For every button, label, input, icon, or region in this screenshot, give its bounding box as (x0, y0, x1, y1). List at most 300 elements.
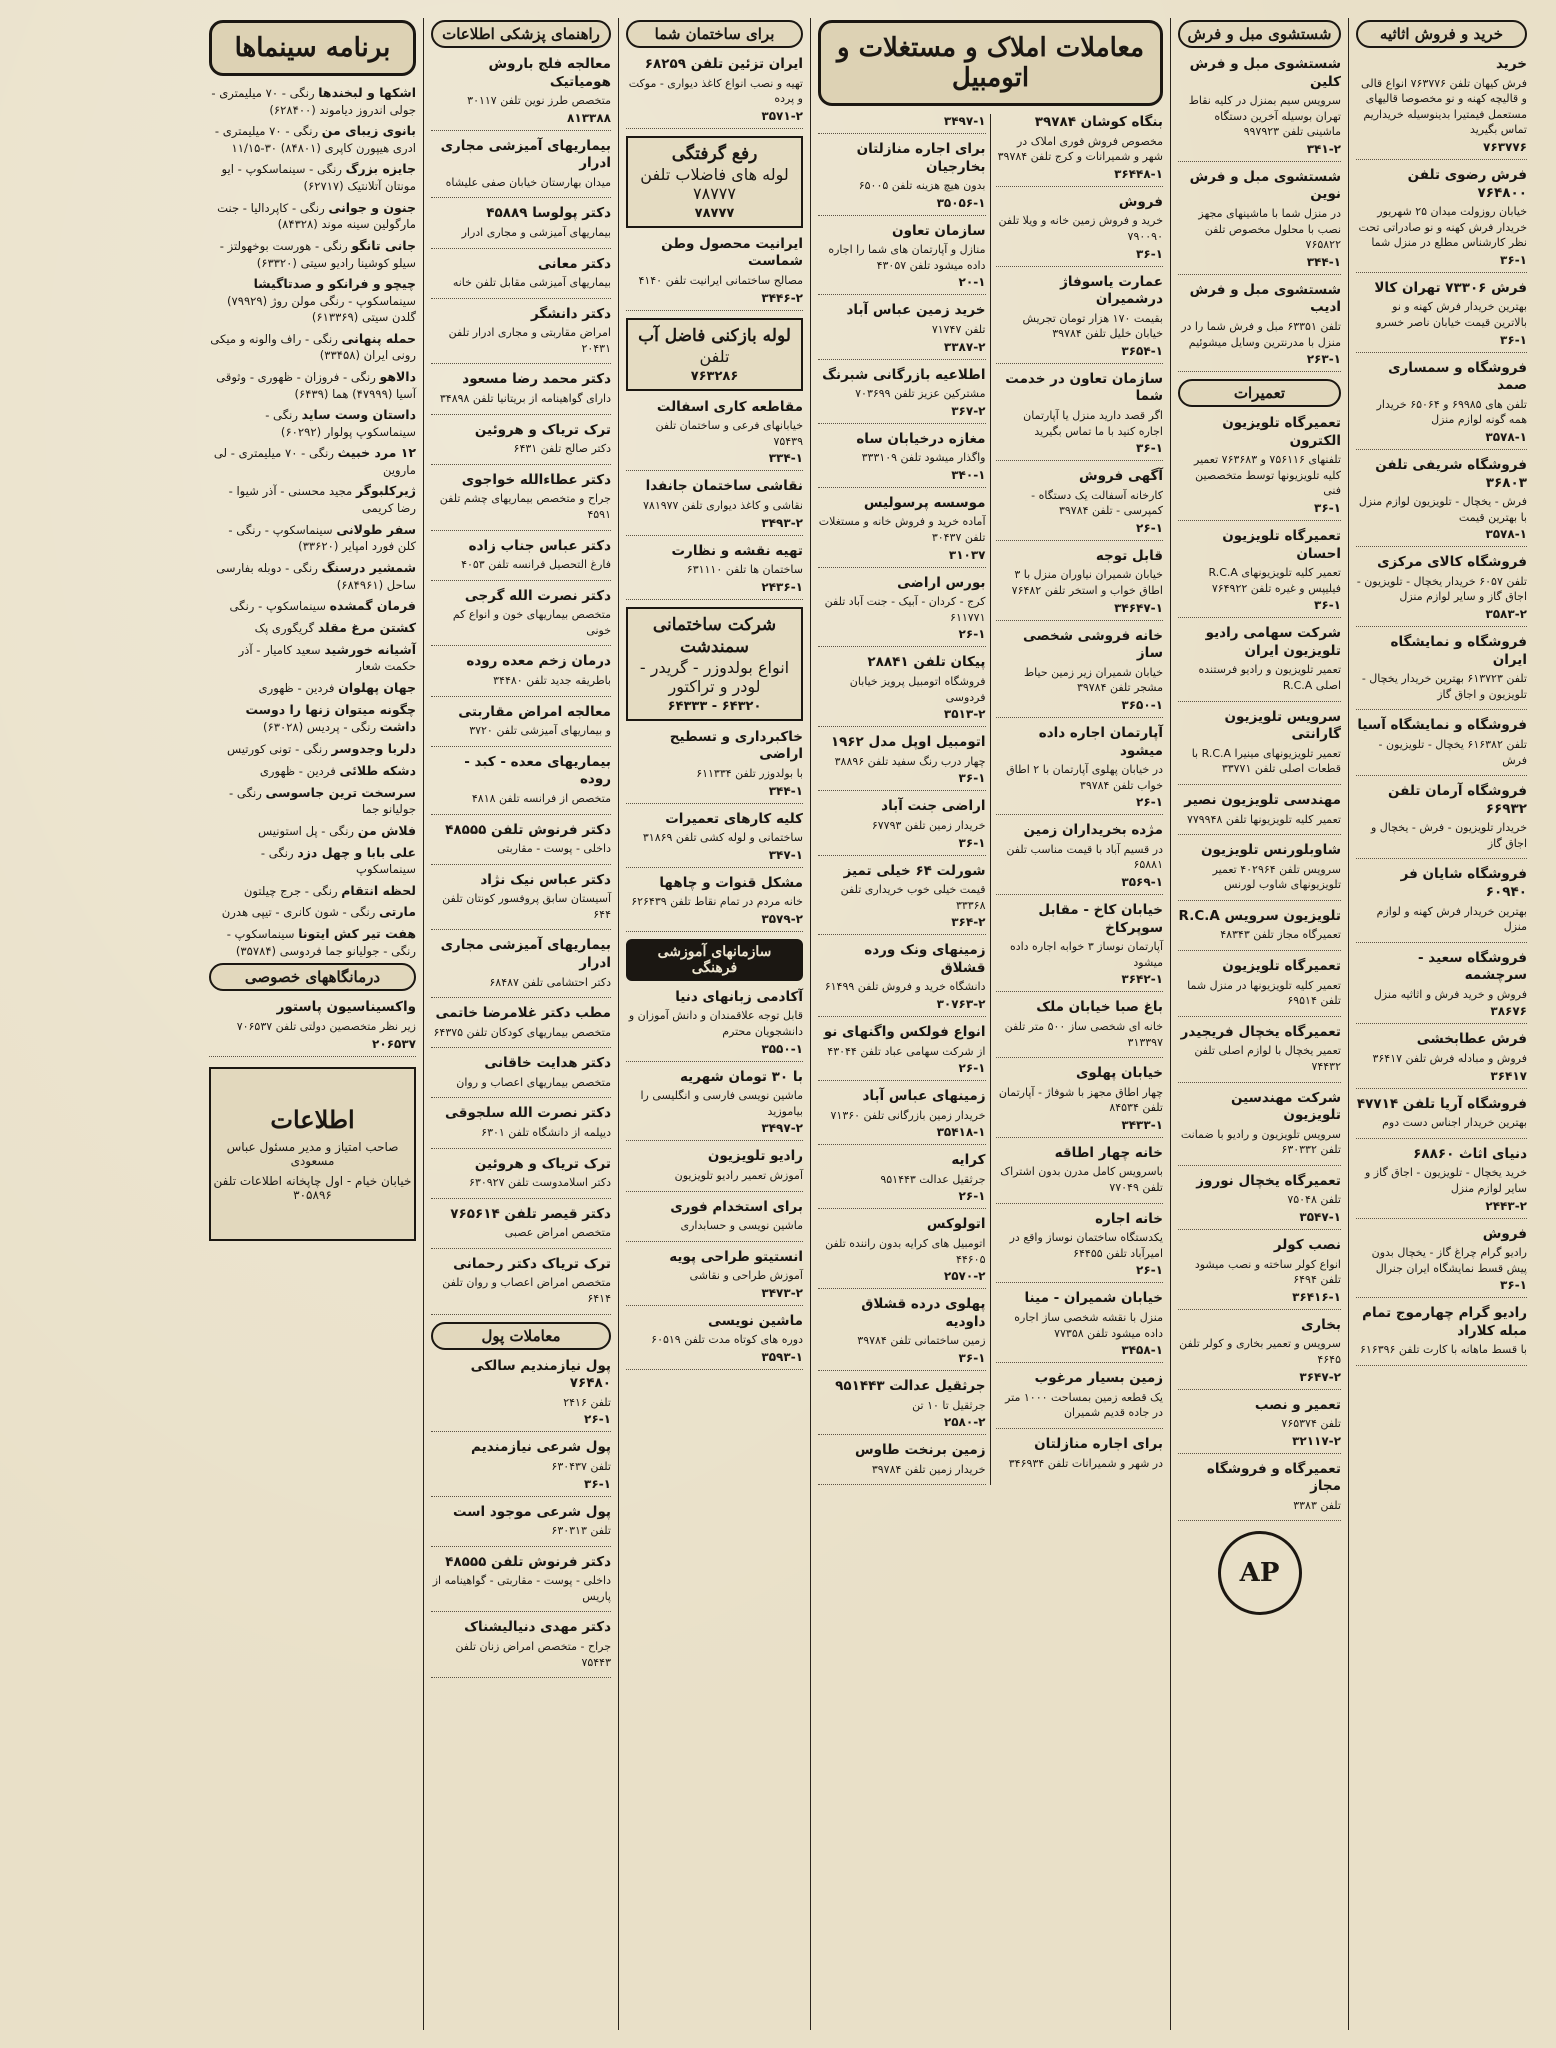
ettelaat-logo-box (209, 1067, 416, 1241)
ad-title: خانه فروشی شخصی ساز (1023, 627, 1163, 662)
ad-title: خیابان پهلوی (1076, 1065, 1163, 1082)
ad-item (431, 872, 611, 931)
sales-header: خرید و فروش اثاثیه (1356, 20, 1527, 48)
ad-item (1178, 1397, 1341, 1454)
ad-title: فرش عطابخشی (1416, 1031, 1527, 1048)
ad-item (1178, 169, 1341, 275)
ad-phone: ۲۴۴۳-۲ (1485, 1198, 1527, 1213)
ad-title: دکتر عباس جناب زاده (468, 537, 611, 554)
ad-phone: ۳۳۴-۱ (768, 451, 803, 466)
ad-body: اتومبیل های کرایه بدون راننده تلفن ۴۴۶۰۵ (825, 1237, 986, 1266)
ad-item (431, 1554, 611, 1613)
ettelaat-logo-addr: خیابان خیام - اول چاپخانه اطلاعات تلفن ۳۰۵۸۹۶ (213, 1174, 412, 1203)
cinema-listing (209, 701, 416, 737)
movie-title: جنون و جوانی (328, 199, 416, 215)
ad-phone: ۳۵۵۰-۱ (761, 1041, 803, 1056)
ad-title: اتومبیل اوپل مدل ۱۹۶۲ (830, 734, 986, 751)
ad-item (626, 543, 803, 600)
ad-title: تعمیرگاه و فروشگاه مجاز (1206, 1460, 1341, 1495)
ad-title: آکادمی زبانهای دنیا (675, 988, 803, 1005)
ad-item (431, 704, 611, 747)
ad-body: آپارتمان نوساز ۳ خوابه اجاره داده میشود (1009, 940, 1163, 969)
movie-details: گریگوری پک (254, 620, 315, 635)
ad-title: پیکان تلفن ۲۸۸۴۱ (867, 654, 986, 671)
ad-item (818, 1216, 986, 1289)
ad-title: فروشگاه شریفی تلفن ۳۶۸۰۳ (1375, 456, 1527, 491)
estate-list (818, 114, 1163, 1485)
cinema-listing (209, 679, 416, 697)
ad-body: تلفن ۶۳۰۴۳۷ (551, 1459, 611, 1473)
ad-item (431, 1105, 611, 1148)
ad-body: ساختمان ها تلفن ۶۳۱۱۱۰ (686, 563, 803, 577)
ad-body: جرثقیل تا ۱۰ تن (912, 1398, 986, 1412)
ad-phone: ۲۰-۱ (958, 275, 986, 290)
cinema-list (209, 84, 416, 959)
ad-title: تعمیرگاه تلویزیون الکترون (1222, 415, 1341, 449)
cinema-header: برنامه سینماها (209, 20, 416, 76)
movie-title: حمله پنهانی (341, 330, 416, 346)
ad-item (818, 141, 986, 216)
ad-phone: ۳۵۷۱-۲ (761, 108, 803, 123)
ad-body: زیر نظر متخصصین دولتی تلفن ۷۰۶۵۳۷ (236, 1019, 416, 1033)
ad-title: پول شرعی موجود است (452, 1503, 611, 1520)
ad-phone: ۳۶-۱ (1500, 252, 1527, 267)
ad-phone: ۳۳۸۷-۲ (943, 339, 986, 354)
movie-details: رنگی - هورست بوخهولتز - سیلو کوشینا رادیو سیتی (۶۳۳۲۰) (219, 238, 416, 270)
ad-item (626, 399, 803, 472)
ad-title: رادیو تلویزیون (707, 1148, 803, 1165)
ettelaat-logo-sub: صاحب امتیاز و مدیر مسئول عباس مسعودی (226, 1140, 399, 1169)
ad-title: اراضی جنت آباد (881, 798, 986, 815)
cinema-listing (209, 444, 416, 478)
ad-title: نصب کولر (1273, 1237, 1341, 1254)
ad-phone: ۲۶-۱ (958, 1061, 986, 1076)
ad-body: با قسط ماهانه با کارت تلفن ۶۱۶۳۹۶ (1359, 1343, 1527, 1357)
ad-phone: ۳۵۶۹-۱ (1121, 875, 1163, 890)
ad-body: بهترین خریدار اجناس دست دوم (1382, 1116, 1527, 1130)
ad-item (1178, 842, 1341, 901)
ad-item (431, 754, 611, 815)
ad-item (1356, 634, 1527, 710)
ad-phone: ۲۵۷۰-۲ (943, 1269, 986, 1284)
cinema-listing (209, 641, 416, 675)
ad-phone: ۳۴۷-۱ (768, 847, 803, 862)
movie-title: مارتی (379, 904, 416, 920)
ad-item (431, 538, 611, 581)
carpet-header: شستشوی مبل و فرش (1178, 20, 1341, 48)
doctors-header: راهنمای پزشکی اطلاعات (431, 20, 611, 48)
ad-body: خیابانهای فرعی و ساختمان تلفن ۷۵۴۳۹ (655, 419, 803, 448)
ad-item (431, 1256, 611, 1315)
ad-title: ترک تریاک و هروئین (474, 421, 611, 438)
ad-item (626, 1069, 803, 1142)
movie-title: دلربا وجدوسر (331, 741, 416, 757)
movie-details: رنگی - کاپردالیا - جنت مارگولین سینه موند (۸۴۳۲۸) (217, 200, 416, 232)
ad-body: خیابان روزولت میدان ۲۵ شهریور خریدار فرش کهنه و نو صادراتی تحت نظر کارشناس مطلع در منزل شما (1358, 205, 1527, 250)
ad-item (626, 811, 803, 868)
ad-phone: ۳۶-۱ (958, 835, 986, 850)
ad-title: بیماریهای معده - کبد - روده (464, 753, 611, 788)
movie-title: اشکها و لبخندها (318, 85, 416, 100)
ad-item (431, 588, 611, 647)
ad-body: فارغ التحصیل فرانسه تلفن ۴۰۵۳ (461, 558, 611, 572)
ad-body: در خیابان پهلوی آپارتمان با ۲ اطاق خواب تلفن ۳۹۷۸۴ (1006, 763, 1163, 792)
ad-title: کرایه (951, 1152, 986, 1169)
edu-header: سازمانهای آموزشی فرهنگی (626, 939, 803, 981)
ad-item (1356, 167, 1527, 273)
ad-body: تلفن ۲۴۱۶ (563, 1395, 611, 1409)
ad-body: منزل با نقشه شخصی ساز اجاره داده میشود تلفن ۷۷۳۵۸ (1014, 1311, 1163, 1340)
ad-body: خرید و فروش زمین خانه و ویلا تلفن ۷۹۰۰۹۰ (998, 214, 1163, 243)
ad-title: معالجه امراض مقاربتی (458, 703, 611, 720)
ad-body: جرثقیل عدالت ۹۵۱۴۴۳ (880, 1172, 986, 1186)
cinema-listing (209, 237, 416, 271)
ad-item (431, 1619, 611, 1678)
movie-details: رنگی - پل استونیس (257, 823, 355, 838)
ad-body: خرید یخچال - تلویزیون - اجاق گاز و سایر لوازم منزل (1364, 1166, 1527, 1195)
ad-title: کلیه کارهای تعمیرات (665, 810, 803, 827)
ad-title: تعمیرگاه یخچال نوروز (1196, 1172, 1341, 1189)
column-sales (1348, 18, 1534, 2030)
cinema-listing (209, 925, 416, 959)
ad-body: قیمت خیلی خوب خریداری تلفن ۳۳۳۶۸ (840, 883, 986, 912)
ad-title: مهندسی تلویزیون نصیر (1184, 792, 1341, 809)
ad-body: تلفن ۶۱۶۳۸۲ یخچال - تلویزیون - فرش (1378, 737, 1527, 767)
movie-title: دشکه طلائی (339, 762, 416, 778)
ad-title: خرید زمین عباس آباد (846, 302, 986, 319)
movie-details: فردین - ظهوری (258, 680, 335, 695)
column-building (618, 18, 810, 2030)
cinema-listing (209, 597, 416, 615)
movie-details: فردین - ظهوری (259, 763, 336, 778)
ad-body: داخلی - پوست - مقاربتی - گواهینامه از پاریس (432, 1574, 611, 1603)
movie-details: سینماسکوپ - رنگی - جولیانو جما فردوسی (۳۵۷۸۴) (226, 927, 416, 958)
ad-item (1178, 1317, 1341, 1390)
ad-item (626, 989, 803, 1062)
ad-title: ماشین نویسی (707, 1312, 803, 1329)
ad-phone: ۳۱۰۳۷ (948, 547, 986, 562)
ad-phone: ۷۶۳۷۷۶ (1483, 139, 1527, 154)
ad-body: تلفن های ۶۹۹۸۵ و ۶۵۰۶۴ خریدار همه گونه لوازم منزل (1376, 397, 1527, 427)
ad-item (431, 138, 611, 199)
ad-item (626, 1313, 803, 1370)
ad-title: دکتر محمد رضا مسعود (462, 371, 611, 388)
ad-body: اگر قصد دارید منزل یا آپارتمان اجاره کنید با ما تماس بگیرید (1023, 408, 1163, 438)
ad-body: متخصص طرز نوین تلفن ۳۰۱۱۷ (467, 94, 611, 108)
ad-body: واگذار میشود تلفن ۳۳۳۱۰۹ (861, 451, 986, 465)
ad-body: در شهر و شمیرانات تلفن ۳۴۶۹۳۴ (1008, 1456, 1163, 1470)
ad-title: انستیتو طراحی پویه (669, 1248, 803, 1265)
movie-title: جانی تانگو (351, 237, 416, 253)
ad-phone: ۳۶-۱ (958, 771, 986, 786)
ad-item (996, 1211, 1164, 1284)
ad-title: موسسه پرسولیس (863, 494, 986, 511)
ad-phone: ۳۶-۱ (1136, 441, 1163, 456)
ad-body: بیماریهای آمیزشی و مجاری ادرار (461, 225, 611, 239)
ad-item (1356, 1146, 1527, 1219)
ad-title: بیماریهای آمیزشی مجاری ادرار (440, 137, 611, 172)
ad-title: تعمیرگاه تلویزیون احسان (1222, 528, 1341, 562)
ad-title: خاکبرداری و تسطیح اراضی (669, 728, 803, 763)
ad-item (818, 367, 986, 424)
ad-body: تلفن ۶۳۰۳۱۳ (551, 1524, 611, 1538)
movie-details: رنگی - ۷۰ میلیمتری - لی ماروین (213, 446, 416, 478)
movie-title: کشتن مرغ مقلد (317, 619, 416, 635)
ad-body: دارای گواهینامه از بریتانیا تلفن ۳۴۸۹۸ (439, 392, 611, 406)
ad-item (818, 1024, 986, 1081)
movie-details: سینماسکوپ - رنگی مولن روژ (۷۹۹۲۹) گلدن سیتی (۶۱۳۳۶۹) (226, 293, 416, 325)
ad-body: تلفن ۷۵۰۴۸ (1287, 1193, 1341, 1207)
ad-body: تعمیر کلیه تلویزیونهای R.C.A فیلیپس و غیره تلفن ۷۶۴۹۲۲ (1208, 566, 1341, 595)
ad-item (996, 1145, 1164, 1204)
ad-body: جراح - متخصص امراض زنان تلفن ۷۵۴۴۳ (455, 1640, 611, 1669)
ad-title: مقاطعه کاری اسفالت (656, 398, 803, 415)
movie-title: فرمان گمشده (329, 598, 416, 614)
ad-body: دانشگاه خرید و فروش تلفن ۶۱۴۹۹ (824, 980, 986, 994)
ad-body: انواع کولر ساخته و نصب میشود تلفن ۶۴۹۴ (1194, 1257, 1341, 1287)
repairs-header: تعمیرات (1178, 379, 1341, 407)
ad-phone: ۳۶۴۱۶-۱ (1292, 1289, 1341, 1304)
cinema-listing (209, 275, 416, 326)
ad-item (818, 302, 986, 359)
ad-body: باطریقه جدید تلفن ۳۴۴۸۰ (493, 674, 611, 688)
ad-body: دکتر صالح تلفن ۶۴۳۱ (513, 442, 611, 456)
ad-body: بیماریهای آمیزشی مقابل تلفن خانه (452, 276, 611, 290)
ad-title: واکسیناسیون پاستور (276, 999, 416, 1016)
ad-body: تلفن ۶۰۵۷ خریدار یخچال - تلویزیون - اجاق گاز و سایر لوازم منزل (1356, 574, 1527, 604)
estate-header: معاملات املاک و مستغلات و اتومبیل (818, 20, 1163, 106)
movie-title: داستان وست ساید (301, 407, 416, 423)
ad-title: فروش (1118, 193, 1163, 210)
ad-item (1178, 792, 1341, 835)
ettelaat-logo-title: اطلاعات (270, 1105, 355, 1135)
building-list (626, 56, 803, 932)
ad-item (1178, 1090, 1341, 1166)
ad-item (431, 1504, 611, 1547)
ad-title: سازمان تعاون (892, 222, 986, 239)
ad-body: بدون هیچ هزینه تلفن ۶۵۰۰۵ (858, 179, 986, 193)
ad-title: شرکت مهندسین تلویزیون (1230, 1089, 1341, 1124)
column-cinema (202, 18, 423, 2030)
boxed-ad-phone: ۷۸۷۷۷ (694, 205, 735, 221)
ad-item (626, 875, 803, 932)
boxed-ad-title: لوله بازکنی فاضل آب (638, 325, 791, 346)
ad-item (1356, 1031, 1527, 1088)
ad-title: شورلت ۶۴ خیلی تمیز (843, 862, 986, 879)
movie-title: فلاش من (357, 822, 416, 838)
ad-title: بنگاه کوشان ۳۹۷۸۴ (1034, 114, 1163, 130)
ad-item (1178, 625, 1341, 701)
ad-title: فروشگاه کالای مرکزی (1377, 554, 1527, 571)
ad-title: شرکت سهامی رادیو تلویزیون ایران (1205, 625, 1341, 659)
ad-body: تلفن ۷۶۵۳۷۴ (1281, 1417, 1341, 1431)
ad-body: خانه مردم در تمام نقاط تلفن ۶۲۶۴۳۹ (631, 895, 803, 909)
ad-body: دیپلمه از دانشگاه تلفن ۶۳۰۱ (481, 1125, 611, 1139)
cinema-listing (209, 784, 416, 818)
movie-details: رنگی - دوبله بفارسی ساحل (۶۸۴۹۶۱) (216, 560, 416, 592)
ad-phone: ۳۶۷-۲ (951, 403, 986, 418)
ad-title: دکتر فرنوش تلفن ۴۸۵۵۵ (445, 1553, 611, 1570)
movie-title: سفر طولانی (336, 521, 416, 537)
ad-phone: ۳۴۷۳-۲ (761, 1285, 803, 1300)
ad-body: متخصص بیماریهای کودکان تلفن ۶۴۳۷۵ (433, 1025, 611, 1039)
ad-title: برای استخدام فوری (670, 1198, 803, 1215)
movie-title: جهان پهلوان (338, 679, 416, 695)
ad-item (1356, 783, 1527, 859)
ad-title: سازمان تعاون در خدمت شما (1005, 370, 1163, 405)
movie-title: شمشیر درسنگ (321, 559, 416, 575)
ad-body: خانه ای شخصی ساز ۵۰۰ متر تلفن ۳۱۳۳۹۷ (1004, 1019, 1163, 1049)
ad-item (431, 1005, 611, 1048)
movie-details: رنگی - سینماسکوپ (260, 845, 416, 877)
ad-item (431, 653, 611, 696)
ad-phone: ۳۴۴۶-۲ (761, 290, 803, 305)
ad-body: مشترکین عزیز تلفن ۷۰۳۶۹۹ (855, 387, 986, 401)
movie-details: رنگی - سینماسکوپ پولوار (۶۰۲۹۲) (265, 408, 416, 439)
ad-phone: ۳۴۶۴۷-۱ (1114, 600, 1163, 615)
repairs-list (1178, 415, 1341, 1521)
ad-title: دکتر دانشگر (531, 305, 611, 322)
ad-body: فروش و خرید فرش و اثاثیه منزل (1373, 987, 1527, 1001)
boxed-ad (626, 136, 803, 228)
column-carpet (1170, 18, 1348, 2030)
ad-title: تلویزیون سرویس R.C.A (1178, 907, 1341, 924)
ad-title: فروشگاه آرمان تلفن ۶۶۹۳۲ (1388, 783, 1527, 817)
ad-title: زمین برنخت طاوس (854, 1442, 986, 1459)
ad-item (1178, 56, 1341, 162)
ad-item (996, 274, 1164, 364)
cinema-listing (209, 122, 416, 156)
ad-body: متخصص بیماریهای اعصاب و روان (456, 1075, 611, 1089)
movie-title: بانوی زیبای من (321, 123, 416, 139)
ad-item (1178, 908, 1341, 951)
ad-phone: ۳۴۵۸-۱ (1121, 1343, 1163, 1358)
ad-item (431, 306, 611, 365)
ad-item (431, 937, 611, 998)
ad-body: میدان بهارستان خیابان صفی علیشاه (445, 175, 611, 189)
ad-item (1356, 360, 1527, 450)
ad-body: آموزش تعمیر رادیو تلویزیون (674, 1169, 803, 1183)
ad-phone: ۲۶-۱ (1136, 795, 1163, 810)
movie-title: ۱۲ مرد خبیث (337, 445, 416, 461)
ad-body: و بیماریهای آمیزشی تلفن ۳۷۲۰ (469, 724, 611, 738)
cinema-listing (209, 619, 416, 637)
ad-body: یکدستگاه ساختمان نوساز واقع در امیرآباد تلفن ۶۴۴۵۵ (1009, 1231, 1163, 1260)
ad-body: سرویس سیم بمنزل در کلیه نقاط تهران بوسیله آخرین دستگاه ماشینی تلفن ۹۹۷۹۲۳ (1188, 94, 1341, 139)
movie-title: چگونه میتوان زنها را دوست داشت (245, 701, 416, 735)
ad-phone: ۳۲۱۱۷-۲ (1292, 1433, 1341, 1448)
finance-header: معاملات پول (431, 1322, 611, 1350)
ad-title: مشکل قنوات و چاهها (659, 874, 803, 891)
ad-body: خریدار زمین تلفن ۳۹۷۸۴ (871, 1462, 986, 1476)
ad-phone: ۲۶-۱ (958, 1189, 986, 1204)
ad-body: در قسیم آباد با قیمت مناسب تلفن ۶۵۸۸۱ (1006, 842, 1163, 872)
ad-phone: ۸۱۳۳۸۸ (567, 110, 611, 125)
movie-details: سینماسکوپ - رنگی - کلن فورد امپایر (۳۳۶۲۰) (228, 522, 416, 554)
boxed-ad (626, 318, 803, 391)
ad-title: آگهی فروش (1078, 468, 1163, 485)
ad-item (996, 1065, 1164, 1138)
boxed-ad-title: رفع گرفتگی (671, 143, 758, 164)
ad-title: شستشوی مبل و فرش کلین (1189, 56, 1341, 90)
ad-title: فروشگاه و نمایشگاه آسیا (1357, 717, 1527, 734)
movie-title: هفت تیر کش ایتونا (298, 926, 416, 942)
cinema-listing (209, 822, 416, 840)
ad-title: جرثقیل عدالت ۹۵۱۴۴۳ (835, 1377, 986, 1394)
boxed-ad-title: شرکت ساختمانی سمندشت (652, 614, 777, 657)
ad-phone: ۳۶۴۱۷ (1490, 1068, 1527, 1083)
ad-title: مژده بخریداران زمین (1023, 822, 1163, 839)
movie-details: رنگی - جرج چیلتون (243, 883, 338, 898)
ad-phone: ۳۵۰۵۶-۱ (936, 195, 986, 210)
ad-body: متخصص امراض عصبی (504, 1226, 611, 1240)
ad-item (818, 431, 986, 488)
ad-item (996, 114, 1164, 187)
movie-title: سرسخت ترین جاسوسی (265, 784, 416, 800)
ad-item (996, 1370, 1164, 1429)
ad-item (996, 822, 1164, 895)
movie-details: رنگی - جولیانو جما (229, 785, 416, 817)
movie-title: ژیرکلبوگر (355, 483, 416, 499)
ad-title: زمینهای عباس آباد (862, 1088, 986, 1105)
ad-phone: ۳۵۹۳-۱ (761, 1350, 803, 1365)
boxed-ad-body: انواع بولدوزر - گریدر - لودر و تراکتور (639, 657, 790, 696)
ad-phone: ۲۶-۱ (584, 1412, 611, 1427)
ad-body: فروشگاه اتومبیل پرویز خیابان فردوسی (849, 675, 986, 704)
ad-title: ایرانیت محصول وطن شماست (661, 235, 803, 270)
ad-body: سرویس تلویزیون و رادیو با ضمانت تلفن ۶۳۰۳۳۲ (1180, 1127, 1341, 1157)
ad-body: چهار اطاق مجهز با شوفاژ - آپارتمان تلفن ۸۴۵۳۴ (998, 1085, 1163, 1115)
cinema-listing (209, 559, 416, 593)
boxed-ad-body: لوله های فاضلاب تلفن ۷۸۷۷۷ (640, 164, 789, 203)
ad-title: تهیه نقشه و نظارت (671, 542, 803, 559)
ad-item (431, 371, 611, 414)
ad-phone: ۳۶۵۴-۱ (1121, 343, 1163, 358)
ad-phone: ۳۴۹۷-۲ (761, 1121, 803, 1136)
movie-details: رنگی - سینماسکوپ - ایو مونتان آتلانتیک (۶۲۷۱۷) (221, 162, 416, 194)
ad-item (996, 725, 1164, 815)
ad-item (996, 902, 1164, 992)
ad-title: دکتر مهدی دنیالیشناک (464, 1619, 611, 1636)
ad-title: شستشوی مبل و فرش نوین (1189, 168, 1341, 203)
doctors-list (431, 56, 611, 1315)
movie-title: جایزه بزرگ (345, 161, 416, 177)
ad-item (431, 822, 611, 865)
ad-body: خریدار زمین بازرگانی تلفن ۷۱۳۶۰ (830, 1108, 986, 1122)
ad-body: در منزل شما با ماشینهای مجهز نصب با محلول مخصوص تلفن ۷۶۵۸۲۲ (1198, 207, 1341, 252)
ad-body: نقاشی و کاغذ دیواری تلفن ۷۸۱۹۷۷ (643, 498, 803, 512)
ad-phone: ۲۶۳-۱ (1306, 352, 1341, 367)
ad-body: با بولدوزر تلفن ۶۱۱۳۳۴ (696, 767, 803, 781)
ad-item (818, 1152, 986, 1209)
ad-body: قابل توجه علاقمندان و دانش آموزان و دانشجویان محترم (628, 1009, 803, 1039)
ad-item (626, 236, 803, 311)
cinema-listing (209, 160, 416, 194)
building-header: برای ساختمان شما (626, 20, 803, 48)
ad-title: دکتر فرنوش تلفن ۴۸۵۵۵ (445, 821, 611, 838)
column-estate (810, 18, 1170, 2030)
ad-body: تلفن ۶۳۳۵۱ مبل و فرش شما را در منزل با مدرنترین وسایل میشوئیم (1181, 319, 1341, 349)
movie-details: سعید کامیار - آذر حکمت شعار (238, 642, 416, 674)
ad-body: تلفن ۷۱۷۴۷ (931, 323, 986, 337)
ad-item (818, 1088, 986, 1145)
sales-list (1356, 56, 1527, 1366)
boxed-ad-body: تلفن (699, 346, 730, 366)
ad-phone: ۲۵۸۰-۲ (943, 1415, 986, 1430)
ad-item (626, 1249, 803, 1306)
ad-item (818, 798, 986, 855)
ad-title: خیابان کاخ - مقابل سوپرکاخ (1038, 902, 1163, 936)
